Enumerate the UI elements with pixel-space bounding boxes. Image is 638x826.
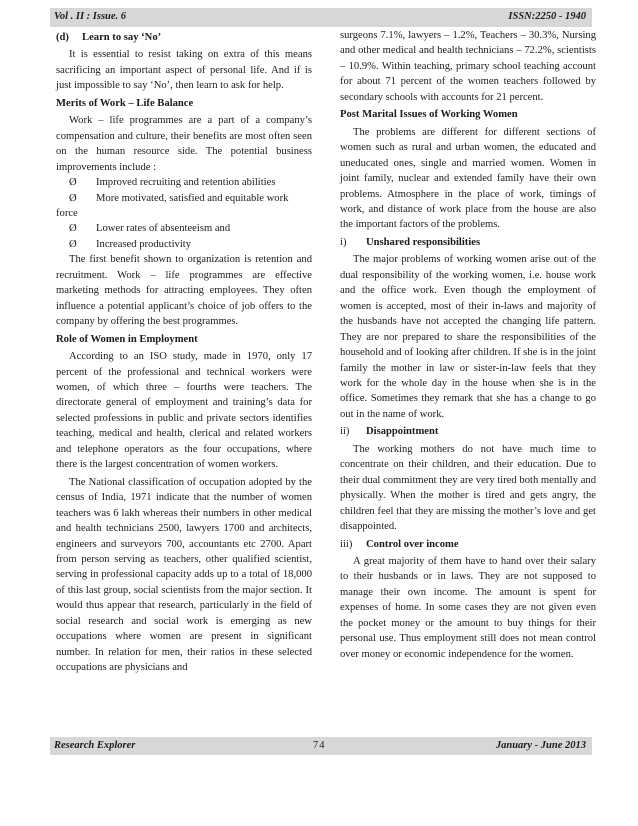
right-column	[340, 28, 596, 662]
issn: ISSN:2250 - 1940	[508, 11, 586, 22]
subsection-heading	[340, 235, 596, 250]
paragraph-continued: surgeons 7.1%, lawyers – 1.2%, Teachers – 30.3%, Nursing and other medical and health technicians – 72.2%, scientists – 10.9%. Within teaching, primary school teaching account for about 71 percent of the women teachers followed by secondary schools with accounts for 21 percent.	[340, 30, 596, 103]
section-heading-merits: Merits of Work – Life Balance	[56, 97, 194, 109]
list-item	[56, 191, 312, 206]
section-d-heading	[56, 30, 312, 45]
paragraph: It is essential to resist taking on extra of this means sacrificing an important aspect of personal life. And if is just impossible to say ‘No’, then learn to ask for help.	[56, 49, 312, 92]
paragraph: The problems are different for different sections of women such as rural and urban women, the educated and uneducated ones, single and married women. Women in joint family, nuclear and extended family have their own problems. Atmosphere in the place of work, timings of work, and distance of work place from the house are also the important factors of the problems.	[340, 126, 596, 231]
left-column	[56, 28, 312, 676]
issue-date: January - June 2013	[495, 740, 586, 751]
list-item-text: Increased productivity	[96, 238, 192, 250]
paragraph: The working mothers do not have much time to concentrate on their children, and their education. Due to their dual commitment they are very tired both mentally and physically. When the mother is tired and gets angry, the children feel that they are missing the mother’s love and get disappointed.	[340, 443, 596, 533]
paragraph: The first benefit shown to organization is retention and recruitment. Work – life programmes are effective marketing methods for attracting employees. They often influence a potential applicant’s choice of job offers to the company by offering the best programmes.	[56, 254, 312, 328]
page-header	[50, 8, 592, 27]
subsection-title: Unshared responsibilities	[366, 236, 481, 248]
page-footer	[50, 737, 592, 755]
list-item-text: Lower rates of absenteeism and	[96, 223, 231, 235]
list-item-continuation: force	[56, 207, 78, 219]
page-number: 74	[313, 740, 326, 751]
paragraph: A great majority of them have to hand over their salary to their husbands or in laws. They are not supposed to manage their own income. The amount is spent for expenses of home. In some cases they are not given even the pocket money or the amount to buy things for their personal use. Thus employment still does not mean control over money or economic independence for the women.	[340, 555, 596, 660]
paragraph: The major problems of working women arise out of the dual responsibility of the working women, i.e. house work and the office work. Even though the employment of women is accepted, most of their in-laws and majority of the husbands have not accepted the changing life pattern. They are nor prepared to share the responsibilities of the household and of looking after children. If she is in the joint family the mother in law or sister-in-law feels that they work for the whole day in the house when she is in the office. Sometimes they remark that she has a change to go out in the name of work.	[340, 254, 596, 420]
bullet-icon: Ø	[69, 192, 77, 204]
section-title: Learn to say ‘No’	[82, 32, 162, 43]
section-number: (d)	[56, 32, 69, 43]
paragraph: The National classification of occupation adopted by the census of India, 1971 indicate that the number of women teachers was 6 lakh whereas their numbers in other medical and health technicians 2500, lawyers 1700 and architects, engineers and surveyors 700, accountants etc 2700. Apart from person serving as teachers, other qualified scientist, serving in professional capacity adds up to a total of 18,000 of this last group, social scientists from the major section. It would thus appear that research, particularly in the field of social research and social work is emerging as new occupations where women are present in significant number. In relation for men, their ratios in these selected occupations are physicians and	[56, 476, 312, 674]
list-item	[56, 221, 312, 236]
list-item	[56, 237, 312, 252]
bullet-icon: Ø	[69, 238, 77, 250]
paragraph: Work – life programmes are a part of a company’s compensation and culture, their benefits are most often seen on the human resource side. The potential business improvements include :	[56, 115, 312, 173]
subsection-number: ii)	[340, 426, 350, 438]
section-heading-marital: Post Marital Issues of Working Women	[340, 109, 518, 121]
subsection-heading	[340, 424, 596, 439]
journal-volume: Vol . II : Issue. 6	[54, 11, 127, 22]
bullet-icon: Ø	[69, 223, 77, 235]
subsection-title: Disappointment	[366, 426, 439, 438]
subsection-number: i)	[340, 236, 347, 248]
subsection-title: Control over income	[366, 538, 459, 550]
paragraph: According to an ISO study, made in 1970, only 17 percent of the professional and technical workers were women, of which three – fourths were teachers. The directorate general of employment and training’s data for selected professions in public and private sectors identifies teaching, medical and health, clerical and related workers and telephone operators as the four occupations, where there is the largest concentration of women workers.	[56, 351, 312, 471]
bullet-icon: Ø	[69, 177, 77, 189]
list-item-text: More motivated, satisfied and equitable work	[96, 192, 289, 204]
journal-name: Research Explorer	[54, 740, 136, 751]
list-item-text: Improved recruiting and retention abilities	[96, 177, 276, 189]
subsection-heading	[340, 537, 596, 552]
subsection-number: iii)	[340, 538, 353, 550]
list-item	[56, 175, 312, 190]
section-heading-role: Role of Women in Employment	[56, 333, 198, 345]
